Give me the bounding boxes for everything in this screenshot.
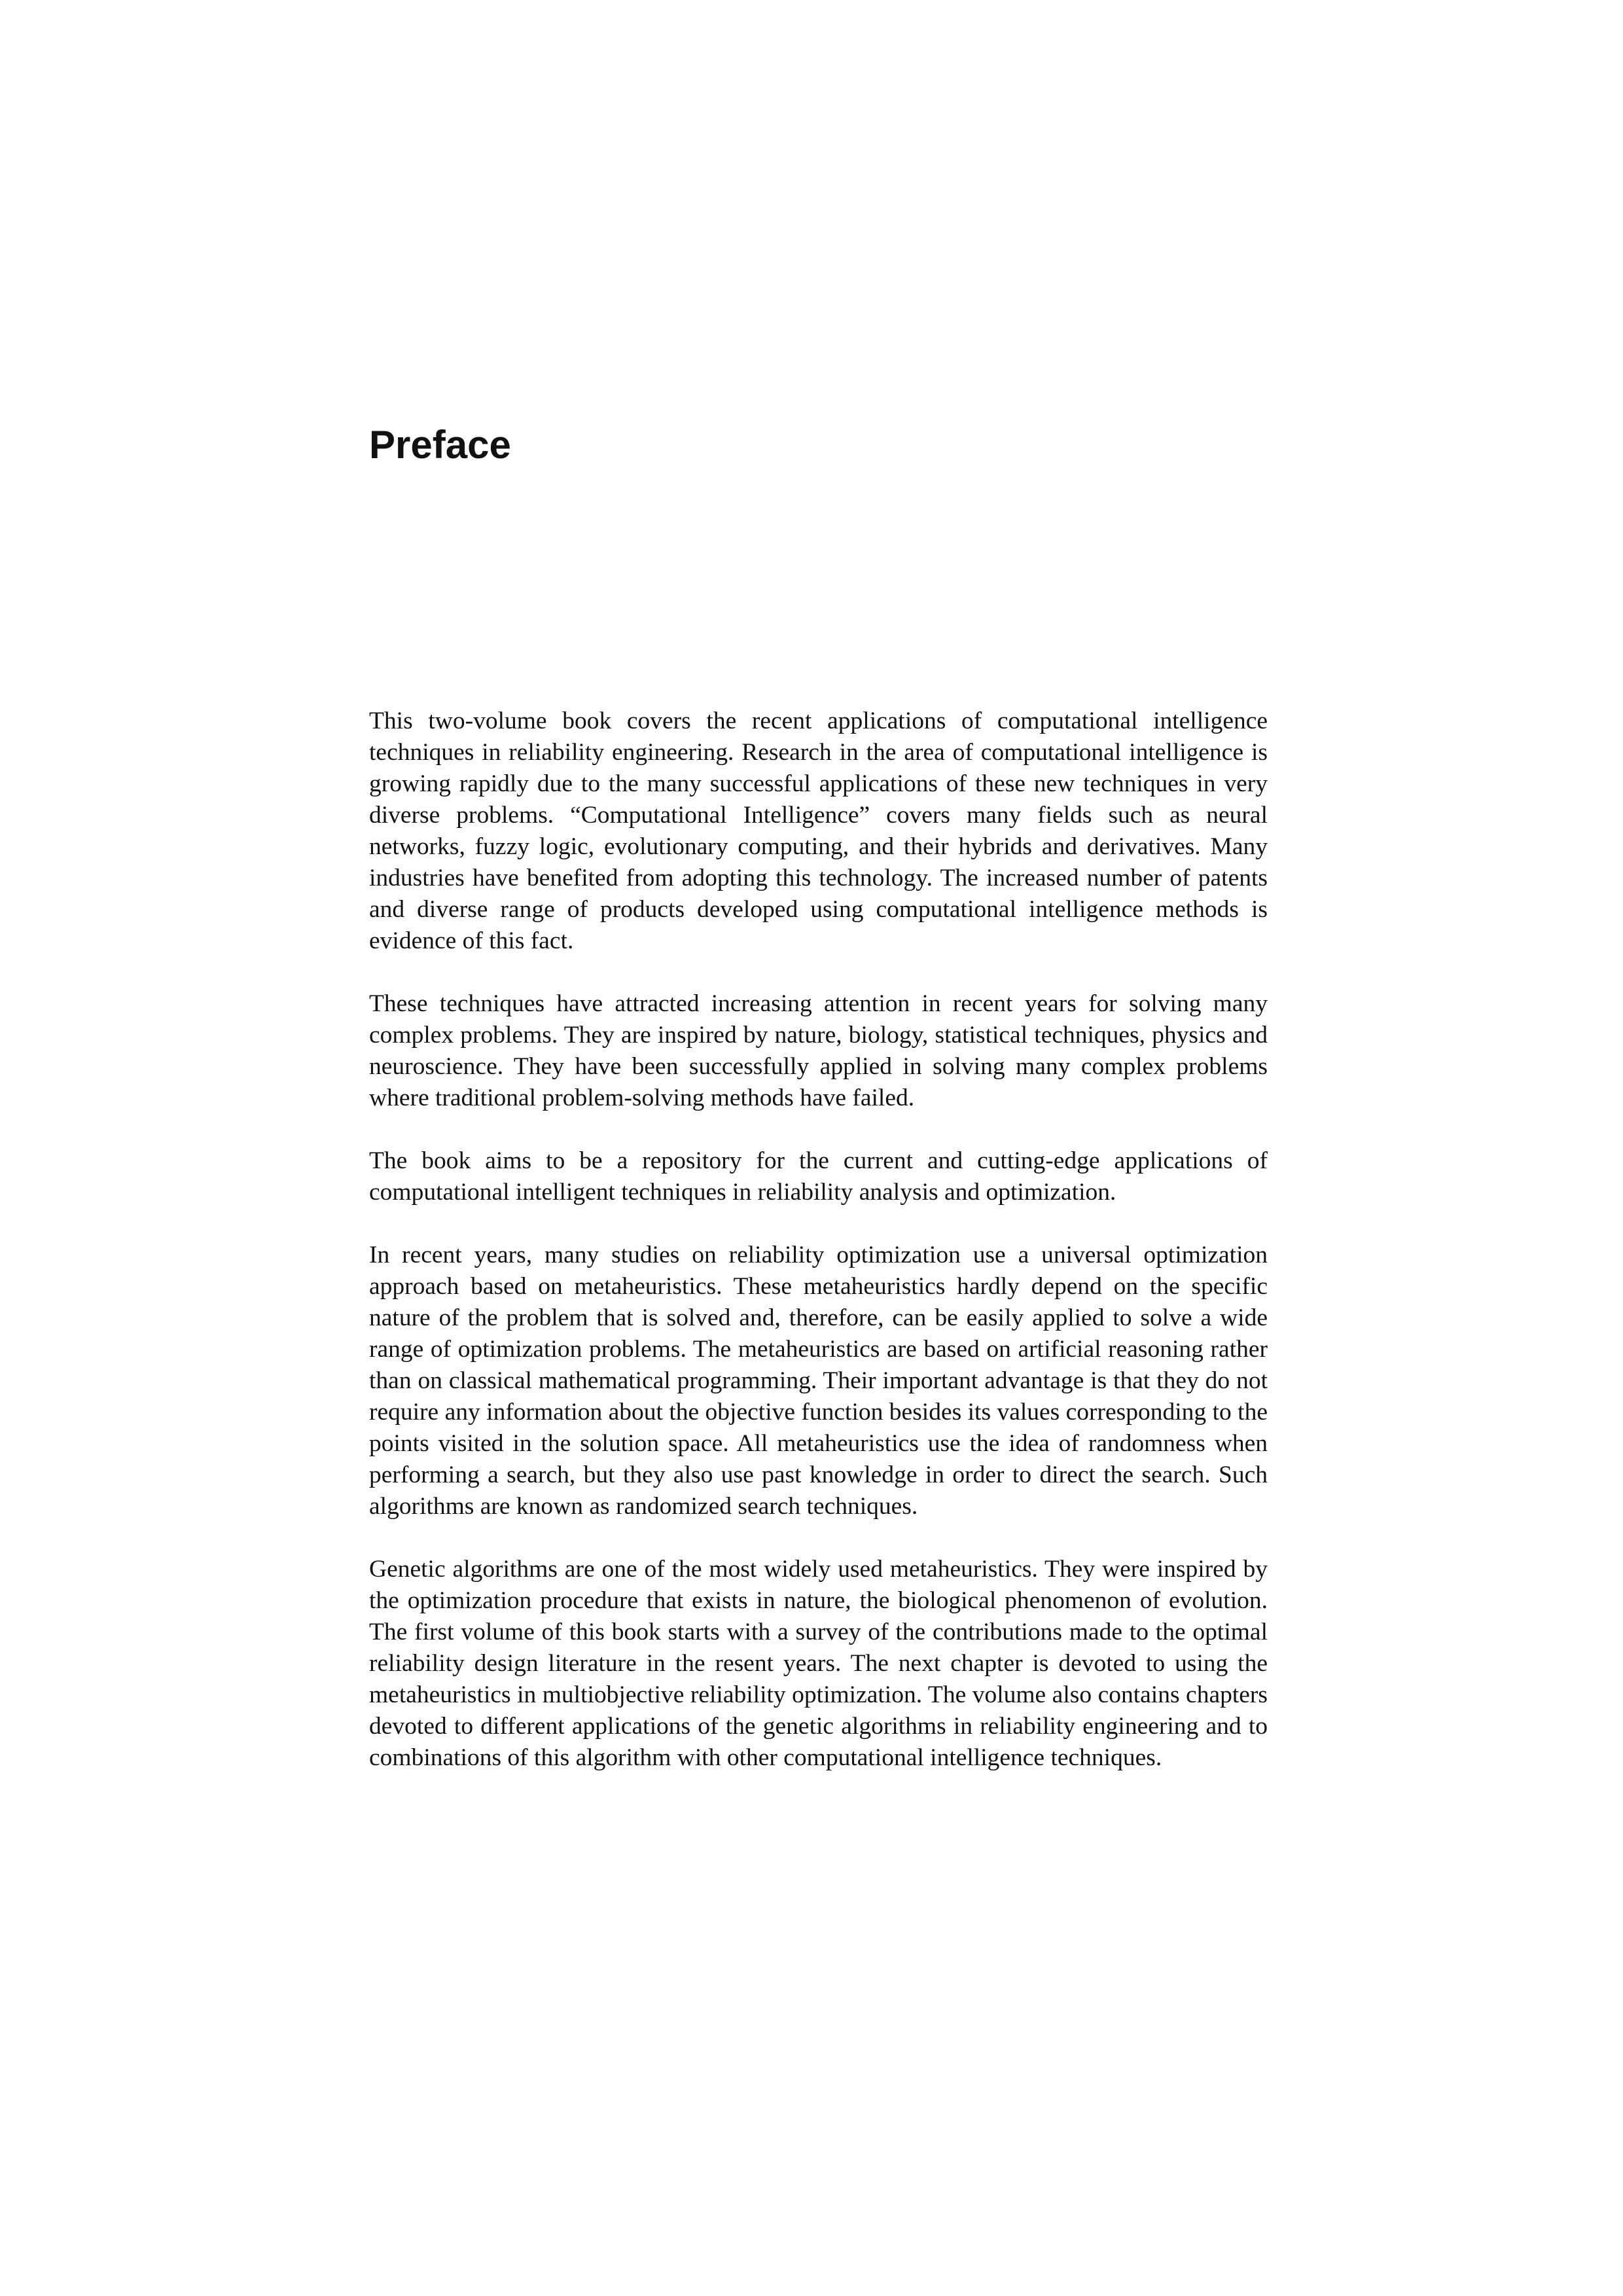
paragraph-3: The book aims to be a repository for the current and cutting-edge applications of computational intelligent techniques in reliability analysis and optimization. bbox=[369, 1147, 1268, 1206]
paragraph-5: Genetic algorithms are one of the most widely used metaheuristics. They were inspired by the optimization procedure that exists in nature, the biological phenomenon of evolution. The first volume of this book starts with a survey of the contributions made to the optimal reliability design literature in the resent years. The next chapter is devoted to using the metaheuristics in multiobjective reliability optimization. The volume also contains chapters devoted to different applications of the genetic algorithms in reliability engineering and to combinations of this algorithm with other computational intelligence techniques. bbox=[369, 1556, 1268, 1771]
paragraph-1: This two-volume book covers the recent applications of computational intelligence techniques in reliability engineering. Research in the area of computational intelligence is growing rapidly due to the many successful applications of these new techniques in very diverse problems. “Computational Intelligence” covers many fields such as neural networks, fuzzy logic, evolutionary computing, and their hybrids and derivatives. Many industries have benefited from adopting this technology. The increased number of patents and diverse range of products developed using computational intelligence methods is evidence of this fact. bbox=[369, 708, 1268, 954]
paragraph-4: In recent years, many studies on reliability optimization use a universal optimization approach based on metaheuristics. These metaheuristics hardly depend on the specific nature of the problem that is solved and, therefore, can be easily applied to solve a wide range of optimization problems. The metaheuristics are based on artificial reasoning rather than on classical mathematical programming. Their important advantage is that they do not require any information about the objective function besides its values corresponding to the points visited in the solution space. All metaheuristics use the idea of randomness when performing a search, but they also use past knowledge in order to direct the search. Such algorithms are known as randomized search techniques. bbox=[369, 1242, 1268, 1520]
paragraph-2: These techniques have attracted increasing attention in recent years for solving many complex problems. They are inspired by nature, biology, statistical techniques, physics and neuroscience. They have been successfully applied in solving many complex problems where traditional problem-solving methods have failed. bbox=[369, 990, 1268, 1111]
page-title: Preface bbox=[369, 423, 511, 467]
preface-body bbox=[369, 706, 1268, 1774]
